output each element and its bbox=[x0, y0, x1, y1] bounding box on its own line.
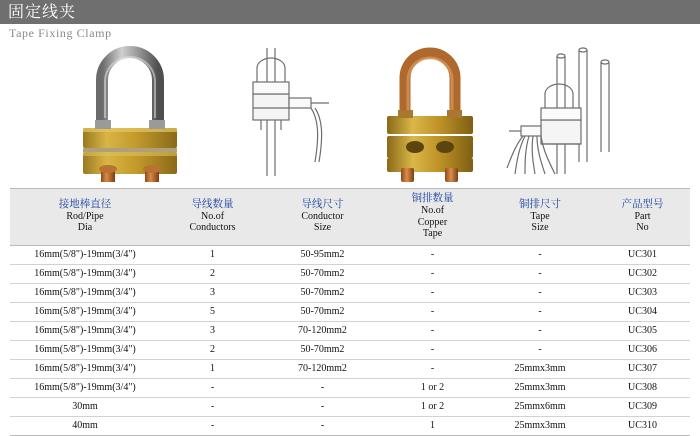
cell-tape-size: - bbox=[485, 340, 595, 359]
table-row bbox=[10, 245, 690, 264]
cell-no-of-conductors: - bbox=[160, 378, 265, 397]
cell-no-of-copper-tape: 1 or 2 bbox=[380, 397, 485, 416]
table-row bbox=[10, 321, 690, 340]
cell-conductor-size: 70-120mm2 bbox=[265, 359, 380, 378]
cell-rod-pipe-dia: 30mm bbox=[10, 397, 160, 416]
cell-rod-pipe-dia: 16mm(5/8")-19mm(3/4") bbox=[10, 283, 160, 302]
specification-table bbox=[10, 188, 690, 436]
cell-tape-size: 25mmx3mm bbox=[485, 416, 595, 435]
cell-tape-size: - bbox=[485, 302, 595, 321]
table-row bbox=[10, 378, 690, 397]
column-header-en-line1: Part bbox=[634, 210, 651, 222]
cell-part-no: UC303 bbox=[595, 283, 690, 302]
cell-part-no: UC304 bbox=[595, 302, 690, 321]
column-header-en-line3: Tape bbox=[422, 228, 443, 239]
cell-rod-pipe-dia: 16mm(5/8")-19mm(3/4") bbox=[10, 245, 160, 264]
cell-conductor-size: 70-120mm2 bbox=[265, 321, 380, 340]
cell-rod-pipe-dia: 16mm(5/8")-19mm(3/4") bbox=[10, 264, 160, 283]
cell-rod-pipe-dia: 16mm(5/8")-19mm(3/4") bbox=[10, 378, 160, 397]
cell-no-of-copper-tape: - bbox=[380, 340, 485, 359]
column-header-en-line1: Rod/Pipe bbox=[66, 210, 104, 222]
column-header-cn: 导线数量 bbox=[191, 197, 234, 210]
column-header-tape-size bbox=[485, 189, 595, 246]
cell-tape-size: - bbox=[485, 245, 595, 264]
column-header-en-line2: No bbox=[636, 222, 649, 234]
table-row bbox=[10, 397, 690, 416]
cell-conductor-size: - bbox=[265, 416, 380, 435]
column-header-en-line2: Dia bbox=[77, 222, 93, 234]
cell-no-of-conductors: 1 bbox=[160, 359, 265, 378]
cell-part-no: UC310 bbox=[595, 416, 690, 435]
table-header-row bbox=[10, 189, 690, 246]
column-header-cn: 铜排数量 bbox=[411, 192, 454, 204]
column-header-conductor-size bbox=[265, 189, 380, 246]
cell-part-no: UC302 bbox=[595, 264, 690, 283]
cell-conductor-size: 50-70mm2 bbox=[265, 340, 380, 359]
cell-part-no: UC301 bbox=[595, 245, 690, 264]
column-header-en-line1: No.of bbox=[420, 205, 445, 216]
clamp-line-drawing-single bbox=[215, 42, 335, 182]
cell-no-of-copper-tape: - bbox=[380, 283, 485, 302]
table-row bbox=[10, 359, 690, 378]
cell-rod-pipe-dia: 16mm(5/8")-19mm(3/4") bbox=[10, 302, 160, 321]
cell-rod-pipe-dia: 40mm bbox=[10, 416, 160, 435]
cell-rod-pipe-dia: 16mm(5/8")-19mm(3/4") bbox=[10, 321, 160, 340]
cell-part-no: UC307 bbox=[595, 359, 690, 378]
cell-no-of-conductors: 1 bbox=[160, 245, 265, 264]
cell-tape-size: - bbox=[485, 283, 595, 302]
column-header-no-of-copper-tape bbox=[380, 189, 485, 246]
product-image-strip bbox=[0, 42, 700, 182]
cell-part-no: UC306 bbox=[595, 340, 690, 359]
cell-no-of-copper-tape: - bbox=[380, 264, 485, 283]
column-header-rod-pipe-dia bbox=[10, 189, 160, 246]
column-header-cn: 接地棒直径 bbox=[58, 197, 112, 210]
cell-no-of-conductors: 5 bbox=[160, 302, 265, 321]
column-header-part-no bbox=[595, 189, 690, 246]
cell-no-of-copper-tape: - bbox=[380, 321, 485, 340]
cell-no-of-conductors: 2 bbox=[160, 264, 265, 283]
column-header-cn: 产品型号 bbox=[621, 197, 664, 210]
cell-conductor-size: 50-70mm2 bbox=[265, 302, 380, 321]
cell-tape-size: - bbox=[485, 321, 595, 340]
cell-no-of-copper-tape: 1 or 2 bbox=[380, 378, 485, 397]
cell-tape-size: 25mmx3mm bbox=[485, 359, 595, 378]
cell-conductor-size: 50-70mm2 bbox=[265, 264, 380, 283]
column-header-en-line1: Tape bbox=[530, 210, 550, 222]
table-row bbox=[10, 302, 690, 321]
cell-part-no: UC309 bbox=[595, 397, 690, 416]
table-row bbox=[10, 340, 690, 359]
column-header-cn: 导线尺寸 bbox=[301, 197, 344, 210]
cell-no-of-conductors: - bbox=[160, 397, 265, 416]
cell-no-of-copper-tape: - bbox=[380, 245, 485, 264]
column-header-en-line1: Conductor bbox=[301, 210, 344, 222]
cell-no-of-copper-tape: - bbox=[380, 359, 485, 378]
clamp-front-view-photo bbox=[55, 42, 205, 182]
table-row bbox=[10, 264, 690, 283]
column-header-en-line2: Size bbox=[313, 222, 332, 234]
cell-conductor-size: - bbox=[265, 378, 380, 397]
cell-no-of-conductors: - bbox=[160, 416, 265, 435]
column-header-en-line2: Conductors bbox=[189, 222, 236, 234]
column-header-en-line1: No.of bbox=[200, 210, 225, 222]
cell-tape-size: - bbox=[485, 264, 595, 283]
column-header-no-of-conductors bbox=[160, 189, 265, 246]
table-row bbox=[10, 416, 690, 435]
page-title-bar bbox=[0, 0, 700, 24]
cell-part-no: UC305 bbox=[595, 321, 690, 340]
column-header-cn: 铜排尺寸 bbox=[519, 197, 561, 210]
cell-no-of-conductors: 3 bbox=[160, 283, 265, 302]
cell-tape-size: 25mmx6mm bbox=[485, 397, 595, 416]
page-title-cn: 固定线夹 bbox=[8, 2, 77, 21]
table-row bbox=[10, 283, 690, 302]
cell-no-of-conductors: 3 bbox=[160, 321, 265, 340]
cell-conductor-size: - bbox=[265, 397, 380, 416]
cell-no-of-copper-tape: 1 bbox=[380, 416, 485, 435]
specification-table-wrap bbox=[10, 188, 690, 436]
cell-no-of-copper-tape: - bbox=[380, 302, 485, 321]
cell-no-of-conductors: 2 bbox=[160, 340, 265, 359]
table-header bbox=[10, 189, 690, 246]
column-header-en-line2: Copper bbox=[417, 216, 448, 228]
page-title-en: Tape Fixing Clamp bbox=[9, 26, 112, 40]
cell-rod-pipe-dia: 16mm(5/8")-19mm(3/4") bbox=[10, 340, 160, 359]
clamp-double-hole-photo bbox=[365, 42, 495, 182]
clamp-line-drawing-multi bbox=[505, 42, 655, 182]
cell-tape-size: 25mmx3mm bbox=[485, 378, 595, 397]
column-header-en-line2: Size bbox=[531, 222, 549, 234]
cell-conductor-size: 50-70mm2 bbox=[265, 283, 380, 302]
cell-conductor-size: 50-95mm2 bbox=[265, 245, 380, 264]
cell-rod-pipe-dia: 16mm(5/8")-19mm(3/4") bbox=[10, 359, 160, 378]
cell-part-no: UC308 bbox=[595, 378, 690, 397]
table-body bbox=[10, 245, 690, 435]
